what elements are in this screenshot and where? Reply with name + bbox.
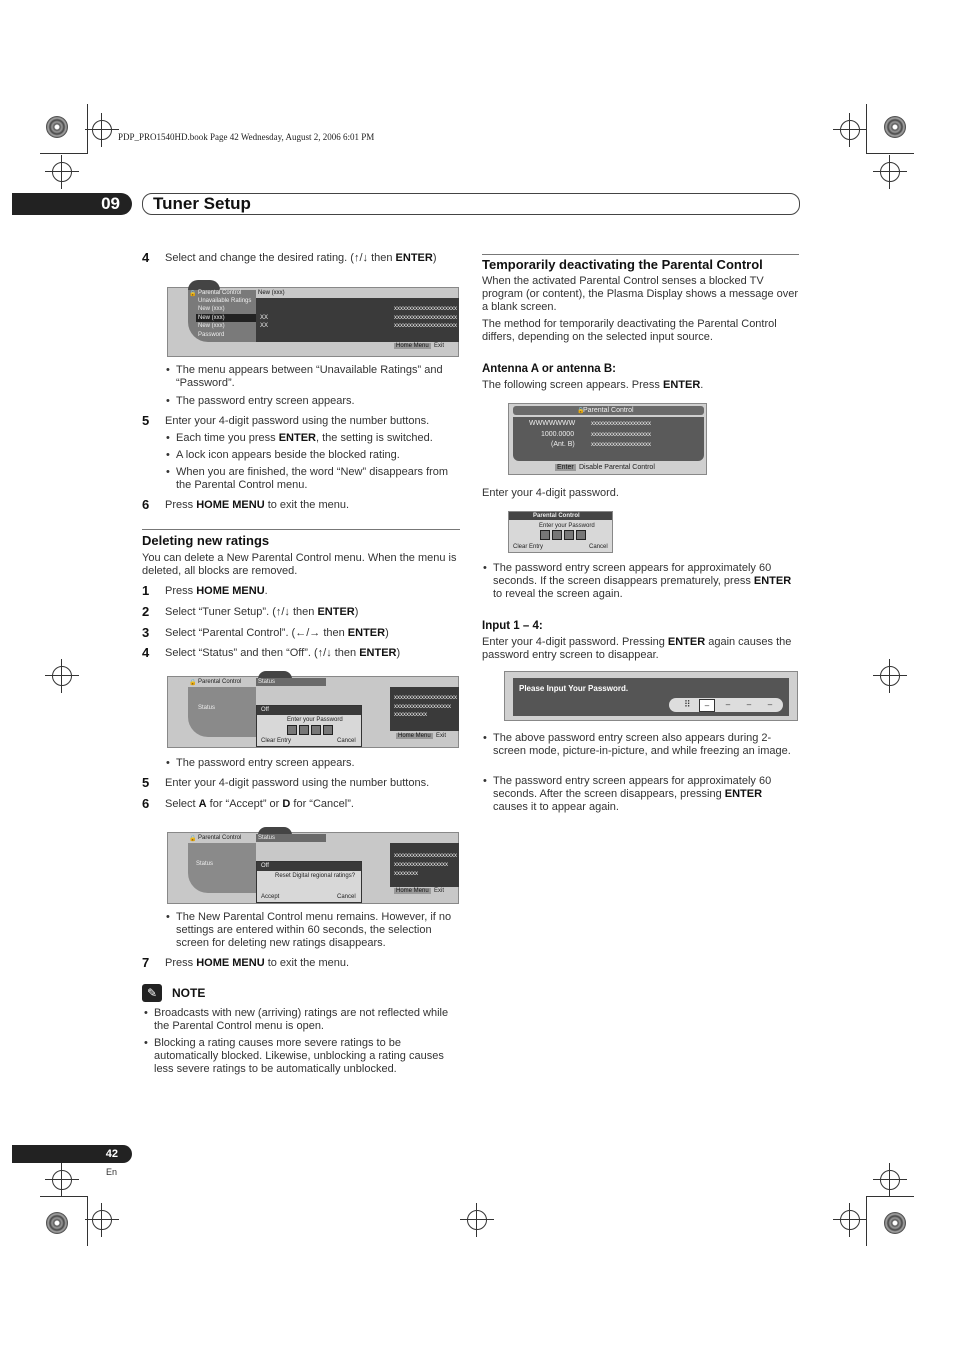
section-title: Deleting new ratings — [142, 533, 270, 548]
screenshot-rating-menu — [167, 287, 459, 357]
chapter-title: Tuner Setup — [142, 193, 800, 215]
step-number: 6 — [142, 796, 150, 811]
file-header: PDP_PRO1540HD.book Page 42 Wednesday, August 2, 2006 6:01 PM — [118, 132, 375, 142]
bullet: • The password entry screen appears for approximately 60 seconds. If the screen disappears prematurely, press ENTER to reveal the screen again. — [493, 562, 799, 601]
menu-item: New (xxx) — [198, 323, 225, 329]
subheading: Input 1 – 4: — [482, 620, 543, 632]
step-text: Select and change the desired rating. (↑/↓ then ENTER) — [165, 252, 437, 264]
channel-info: xxxxxxxxxxxxxxxxxxxx — [591, 432, 651, 438]
step-text: Press HOME MENU to exit the menu. — [165, 499, 350, 511]
bullet: • A lock icon appears beside the blocked rating. — [176, 449, 458, 462]
note-icon: ✎ — [142, 984, 162, 1002]
bullet: • The New Parental Control menu remains. However, if no settings are entered within 60 seconds, the selection screen for deleting new ratings disappears. — [176, 911, 460, 950]
accept-label: Accept — [261, 894, 280, 900]
registration-mark-icon — [92, 120, 112, 140]
status-tab-label: Status — [258, 679, 276, 685]
registration-disk-icon — [46, 116, 68, 138]
password-prompt: Please Input Your Password. — [519, 684, 629, 693]
menu-item: Password — [198, 332, 225, 338]
channel-info: xxxxxxxxxxxxxxxxxxxx — [591, 442, 651, 448]
paragraph: When the activated Parental Control senses a blocked TV program (or content), the Plasma Display shows a message over a blank screen. — [482, 275, 799, 313]
paragraph: The following screen appears. Press ENTER. — [482, 379, 704, 391]
registration-disk-icon — [884, 116, 906, 138]
rating-value: XX — [260, 315, 269, 321]
cancel-label: Cancel — [337, 738, 356, 744]
status-value: Off — [261, 707, 269, 713]
bullet: • When you are finished, the word “New” disappears from the Parental Control menu. — [176, 466, 458, 492]
confirm-prompt: Reset Digital regional ratings? — [275, 873, 356, 879]
exit-label: Exit — [436, 733, 447, 739]
registration-mark-icon — [880, 1170, 900, 1190]
step-text: Press HOME MENU. — [165, 585, 268, 597]
description-line: xxxxxxxxxxx — [394, 712, 427, 718]
screenshot-blocked-program — [508, 403, 707, 475]
menu-item: Unavailable Ratings — [198, 298, 252, 304]
screenshot-status-password — [167, 676, 459, 748]
password-digit-box — [564, 530, 574, 540]
home-menu-key: Home Menu — [396, 888, 429, 894]
crop-mark — [87, 1196, 88, 1246]
menu-item: New (xxx) — [198, 306, 225, 312]
description-line: xxxxxxxxxxxxxxxxxxx — [394, 704, 451, 710]
section-rule — [482, 254, 799, 255]
paragraph: Enter your 4-digit password. Pressing ENTER again causes the password entry screen to disappear. — [482, 636, 792, 661]
registration-disk-icon — [884, 1212, 906, 1234]
channel-name: WWWWWWW — [529, 420, 576, 427]
registration-mark-icon — [880, 162, 900, 182]
section-rule — [142, 529, 460, 530]
lock-icon: 🔒 — [577, 408, 585, 414]
clear-entry-label: Clear Entry — [261, 738, 292, 744]
step-text: Select “Status” and then “Off”. (↑/↓ then ENTER) — [165, 647, 401, 659]
crop-mark — [866, 1196, 867, 1246]
status-item: Status — [196, 861, 214, 867]
menu-sidebar — [188, 843, 256, 893]
chapter-number: 09 — [12, 193, 132, 215]
paragraph: Enter your 4-digit password. — [482, 487, 619, 499]
page-number: 42 — [12, 1145, 132, 1163]
description-line: xxxxxxxxxxxxxxxxxx — [394, 862, 448, 868]
step-number: 2 — [142, 604, 150, 619]
password-digit-box — [323, 725, 333, 735]
dialog-title: Parental Control — [533, 513, 580, 519]
bullet: • The password entry screen appears for approximately 60 seconds. After the screen disappears, pressing ENTER causes it to appear again. — [493, 775, 799, 814]
bullet: • The password entry screen appears. — [176, 395, 458, 408]
password-digit: – — [725, 700, 731, 709]
description-line: xxxxxxxxxxxxxxxxxxxxx — [394, 306, 457, 312]
description-line: xxxxxxxxxxxxxxxxxxxxx — [394, 315, 457, 321]
bullet: • Each time you press ENTER, the setting is switched. — [176, 432, 458, 445]
home-menu-key: Home Menu — [396, 343, 429, 349]
registration-mark-icon — [840, 1210, 860, 1230]
registration-mark-icon — [52, 1170, 72, 1190]
screenshot-password-entry — [508, 511, 613, 553]
note-item: • Broadcasts with new (arriving) ratings are not reflected while the Parental Control menu is open. — [154, 1007, 460, 1033]
step-text: Enter your 4-digit password using the number buttons. — [165, 777, 430, 789]
bullet: • The menu appears between “Unavailable Ratings” and “Password”. — [176, 364, 458, 390]
registration-mark-icon — [467, 1210, 487, 1230]
antenna-label: (Ant. B) — [551, 441, 575, 448]
password-digit-box — [287, 725, 297, 735]
dialog-title: Parental Control — [583, 407, 634, 414]
step-text: Enter your 4-digit password using the number buttons. — [165, 415, 430, 427]
crop-mark — [866, 153, 914, 154]
description-line: xxxxxxxxxxxxxxxxxxxxx — [394, 323, 457, 329]
step-text: Press HOME MENU to exit the menu. — [165, 957, 350, 969]
disable-label: Disable Parental Control — [579, 464, 655, 471]
section-title: Temporarily deactivating the Parental Control — [482, 257, 763, 272]
registration-mark-icon — [92, 1210, 112, 1230]
menu-title: Parental Control — [198, 290, 242, 296]
note-title: NOTE — [172, 986, 206, 1000]
bullet: • The password entry screen appears. — [176, 757, 458, 770]
menu-title: Parental Control — [198, 835, 242, 841]
password-digit: – — [746, 700, 752, 709]
screenshot-input-password — [504, 671, 798, 721]
password-digit-box — [540, 530, 550, 540]
paragraph: The method for temporarily deactivating the Parental Control differs, depending on the selected input source. — [482, 318, 777, 343]
language-label: En — [106, 1167, 118, 1177]
lock-icon: 🔒 — [189, 291, 197, 297]
password-prompt: Enter your Password — [287, 717, 343, 723]
crop-mark — [866, 104, 867, 154]
status-value: Off — [261, 863, 269, 869]
description-line: xxxxxxxxxxxxxxxxxxxxx — [394, 695, 457, 701]
password-digit-box — [311, 725, 321, 735]
step-text: Select A for “Accept” or D for “Cancel”. — [165, 798, 354, 810]
channel-number: 1000.0000 — [541, 431, 575, 438]
rating-value: XX — [260, 323, 269, 329]
step-number: 6 — [142, 497, 150, 512]
home-menu-key: Home Menu — [398, 733, 431, 739]
section-intro: You can delete a New Parental Control menu. When the menu is deleted, all blocks are removed. — [142, 552, 457, 577]
crop-mark — [40, 153, 88, 154]
password-digit-box — [299, 725, 309, 735]
crop-mark — [40, 1196, 88, 1197]
password-digit: – — [699, 699, 715, 712]
off-row — [257, 706, 361, 715]
step-number: 4 — [142, 645, 150, 660]
step-number: 5 — [142, 775, 150, 790]
password-dialog — [256, 705, 362, 747]
password-digit: – — [767, 700, 773, 709]
off-row — [257, 862, 361, 871]
step-number: 5 — [142, 413, 150, 428]
status-tab-label: Status — [258, 835, 276, 841]
step-number: 1 — [142, 583, 150, 598]
menu-item: New (xxx) — [198, 315, 225, 321]
crop-mark — [866, 1196, 914, 1197]
keypad-icon: ⠿ — [684, 699, 691, 709]
crop-mark — [87, 104, 88, 154]
cancel-label: Cancel — [589, 544, 608, 550]
step-number: 7 — [142, 955, 150, 970]
step-text: Select “Parental Control”. (←/→ then ENTER) — [165, 627, 389, 639]
status-item: Status — [198, 705, 216, 711]
description-line: xxxxxxxxxxxxxxxxxxxxx — [394, 853, 457, 859]
registration-mark-icon — [880, 666, 900, 686]
exit-label: Exit — [434, 888, 445, 894]
bullet: • The above password entry screen also appears during 2-screen mode, picture-in-picture, and while freezing an image. — [493, 732, 799, 758]
menu-sidebar — [188, 687, 256, 737]
lock-icon: 🔒 — [189, 680, 197, 686]
step-number: 4 — [142, 250, 150, 265]
exit-label: Exit — [434, 343, 445, 349]
subheading: Antenna A or antenna B: — [482, 363, 616, 375]
password-digit-box — [552, 530, 562, 540]
registration-mark-icon — [52, 666, 72, 686]
note-item: • Blocking a rating causes more severe ratings to be automatically blocked. Likewise, unblocking a rating causes less severe ratings to be automatically unblocked. — [154, 1037, 460, 1076]
cancel-label: Cancel — [337, 894, 356, 900]
screenshot-reset-confirm — [167, 832, 459, 904]
step-text: Select “Tuner Setup”. (↑/↓ then ENTER) — [165, 606, 359, 618]
confirm-dialog — [256, 861, 362, 903]
menu-tab — [188, 280, 220, 290]
password-prompt: Enter your Password — [539, 523, 595, 529]
description-line: xxxxxxxx — [394, 871, 418, 877]
registration-mark-icon — [840, 120, 860, 140]
registration-mark-icon — [52, 162, 72, 182]
step-number: 3 — [142, 625, 150, 640]
panel-header: New (xxx) — [258, 290, 285, 296]
menu-title: Parental Control — [198, 679, 242, 685]
clear-entry-label: Clear Entry — [513, 544, 544, 550]
password-digit-box — [576, 530, 586, 540]
lock-icon: 🔒 — [189, 836, 197, 842]
channel-info: xxxxxxxxxxxxxxxxxxxx — [591, 421, 651, 427]
registration-disk-icon — [46, 1212, 68, 1234]
enter-key: Enter — [557, 464, 574, 471]
